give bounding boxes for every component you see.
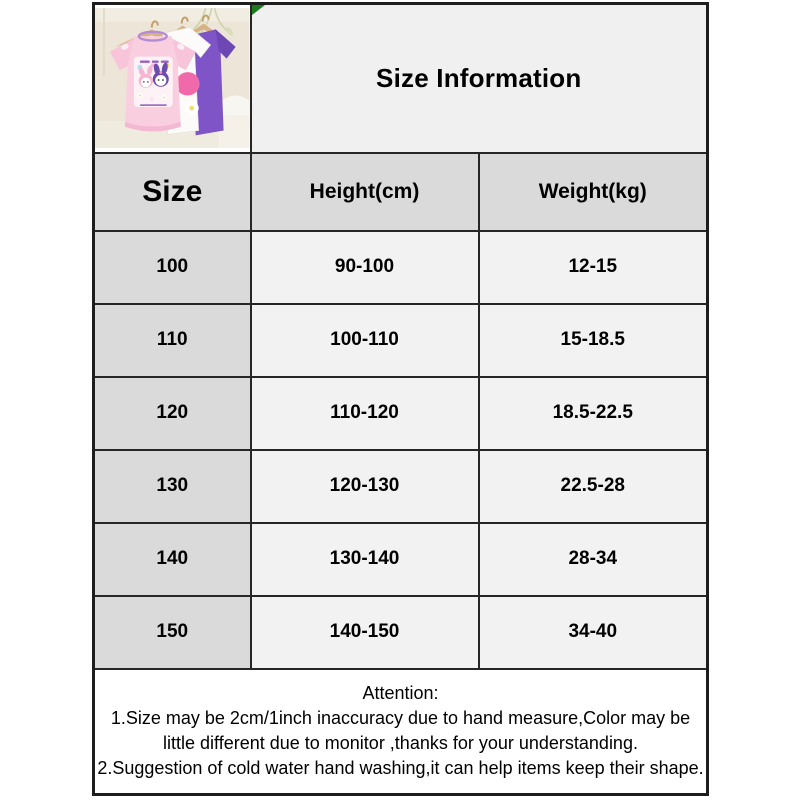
size-information-banner: [251, 4, 708, 153]
table-row: [94, 377, 708, 450]
weight-value: 12-15: [479, 231, 708, 304]
column-header-weight: Weight(kg): [479, 153, 708, 231]
size-value: 140: [94, 523, 251, 596]
table-row: [94, 231, 708, 304]
size-value: 110: [94, 304, 251, 377]
attention-row: [94, 669, 708, 795]
table-header-row: [94, 153, 708, 231]
print-title-text: [140, 61, 169, 63]
print-caption-text: [140, 105, 167, 107]
height-value: 120-130: [251, 450, 479, 523]
attention-note: [94, 669, 708, 795]
height-value: 90-100: [251, 231, 479, 304]
corner-marker-icon: [252, 5, 265, 15]
height-value: 110-120: [251, 377, 479, 450]
weight-value: 28-34: [479, 523, 708, 596]
attention-line-2: 2.Suggestion of cold water hand washing,it can help items keep their shape.: [97, 758, 704, 779]
attention-line-1: 1.Size may be 2cm/1inch inaccuracy due to hand measure,Color may be little different due to monitor ,thanks for your understanding.: [110, 708, 691, 754]
weight-value: 15-18.5: [479, 304, 708, 377]
size-information-title: Size Information: [376, 62, 582, 93]
table-row: [94, 523, 708, 596]
size-value: 130: [94, 450, 251, 523]
height-value: 130-140: [251, 523, 479, 596]
weight-value: 18.5-22.5: [479, 377, 708, 450]
height-value: 100-110: [251, 304, 479, 377]
product-photo: [95, 8, 250, 148]
photo-banner-row: [94, 4, 708, 153]
table-row: [94, 304, 708, 377]
product-photo-cell: [94, 4, 251, 153]
table-row: [94, 450, 708, 523]
size-table: [92, 2, 709, 796]
size-value: 120: [94, 377, 251, 450]
column-header-height: Height(cm): [251, 153, 479, 231]
weight-value: 34-40: [479, 596, 708, 669]
size-value: 100: [94, 231, 251, 304]
size-value: 150: [94, 596, 251, 669]
height-value: 140-150: [251, 596, 479, 669]
column-header-size: Size: [94, 153, 251, 231]
attention-heading: Attention:: [362, 683, 439, 704]
table-row: [94, 596, 708, 669]
weight-value: 22.5-28: [479, 450, 708, 523]
